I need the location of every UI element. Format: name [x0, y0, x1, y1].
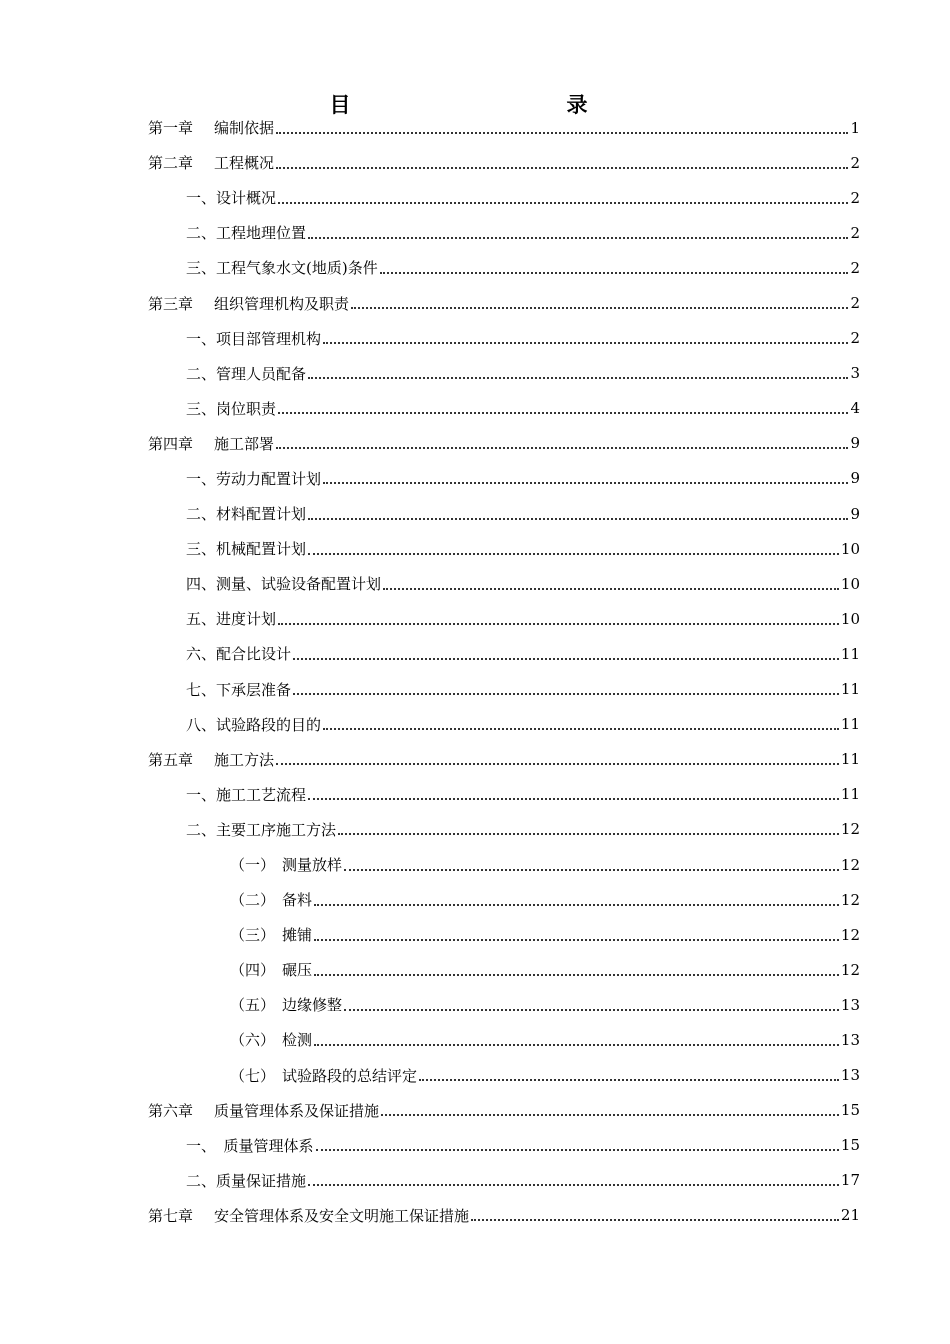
toc-entry-title: 备料: [282, 891, 313, 910]
toc-entry[interactable]: [148, 917, 860, 952]
toc-entry[interactable]: [148, 1163, 860, 1198]
dot-leader: [381, 1114, 839, 1116]
toc-entry[interactable]: [148, 215, 860, 250]
toc-entry-title: 边缘修整: [282, 996, 343, 1015]
toc-entry-title: 施工部署: [214, 434, 275, 453]
toc-entry-title: 测量放样: [282, 856, 343, 875]
toc-entry-title: 组织管理机构及职责: [214, 294, 350, 313]
toc-entry-title: 一、项目部管理机构: [186, 329, 322, 348]
dot-leader: [278, 412, 848, 414]
toc-entry-number: 第六章: [148, 1101, 194, 1120]
toc-entry-number: （五）: [230, 996, 276, 1015]
dot-leader: [308, 237, 848, 239]
toc-entry-title: 二、管理人员配备: [186, 364, 307, 383]
dot-leader: [323, 728, 839, 730]
toc-entry-page-number: 12: [840, 960, 860, 979]
toc-entry-page-number: 11: [840, 750, 860, 769]
toc-entry[interactable]: [148, 1093, 860, 1128]
toc-entry-title: 四、测量、试验设备配置计划: [186, 575, 382, 594]
dot-leader: [344, 869, 839, 871]
toc-entry[interactable]: [148, 952, 860, 987]
table-of-contents: [148, 110, 860, 1233]
toc-entry-page-number: 12: [840, 925, 860, 944]
toc-entry-page-number: 4: [850, 399, 860, 418]
toc-entry-page-number: 2: [850, 223, 860, 242]
dot-leader: [278, 623, 839, 625]
toc-entry-page-number: 12: [840, 855, 860, 874]
toc-entry[interactable]: [148, 321, 860, 356]
toc-entry[interactable]: [148, 742, 860, 777]
toc-entry-number: （六）: [230, 1031, 276, 1050]
toc-entry[interactable]: [148, 882, 860, 917]
toc-entry[interactable]: [148, 847, 860, 882]
toc-entry-page-number: 3: [850, 364, 860, 383]
toc-entry-number: 第七章: [148, 1206, 194, 1225]
toc-entry[interactable]: [148, 1128, 860, 1163]
toc-entry[interactable]: [148, 566, 860, 601]
dot-leader: [308, 1184, 839, 1186]
dot-leader: [314, 939, 839, 941]
dot-leader: [276, 167, 848, 169]
dot-leader: [314, 974, 839, 976]
dot-leader: [316, 1149, 839, 1151]
dot-leader: [293, 693, 839, 695]
toc-entry-page-number: 2: [850, 258, 860, 277]
toc-entry-page-number: 9: [850, 504, 860, 523]
toc-entry-page-number: 1: [850, 118, 860, 137]
toc-entry-page-number: 11: [840, 644, 860, 663]
dot-leader: [338, 833, 839, 835]
toc-entry-number: （二）: [230, 891, 276, 910]
toc-entry-page-number: 15: [840, 1136, 860, 1155]
toc-entry-title: 一、设计概况: [186, 189, 277, 208]
toc-entry-number: 第四章: [148, 434, 194, 453]
toc-entry-title: 三、岗位职责: [186, 399, 277, 418]
toc-entry-title: 七、下承层准备: [186, 680, 292, 699]
dot-leader: [314, 1044, 839, 1046]
toc-entry-number: 第一章: [148, 119, 194, 138]
toc-entry[interactable]: [148, 812, 860, 847]
toc-entry-page-number: 13: [840, 995, 860, 1014]
toc-entry-number: 第五章: [148, 750, 194, 769]
toc-entry[interactable]: [148, 987, 860, 1022]
toc-entry-title: 二、主要工序施工方法: [186, 820, 337, 839]
toc-entry-title: 二、材料配置计划: [186, 505, 307, 524]
dot-leader: [471, 1219, 839, 1221]
toc-entry[interactable]: [148, 777, 860, 812]
dot-leader: [344, 1009, 839, 1011]
dot-leader: [323, 482, 848, 484]
toc-entry-title: 质量管理体系及保证措施: [214, 1101, 380, 1120]
toc-entry[interactable]: [148, 601, 860, 636]
toc-entry-title: 八、试验路段的目的: [186, 715, 322, 734]
toc-entry-title: 施工方法: [214, 750, 275, 769]
toc-entry-title: 六、配合比设计: [186, 645, 292, 664]
toc-entry-page-number: 9: [850, 469, 860, 488]
toc-entry-number: （一）: [230, 856, 276, 875]
dot-leader: [276, 447, 848, 449]
toc-entry[interactable]: [148, 110, 860, 145]
toc-entry[interactable]: [148, 496, 860, 531]
toc-entry[interactable]: [148, 180, 860, 215]
toc-entry-number: 第二章: [148, 154, 194, 173]
toc-entry-page-number: 13: [840, 1066, 860, 1085]
toc-entry-page-number: 11: [840, 715, 860, 734]
toc-entry-page-number: 2: [850, 188, 860, 207]
toc-entry-title: 一、施工工艺流程: [186, 785, 307, 804]
dot-leader: [276, 763, 839, 765]
toc-entry-title: 三、工程气象水文(地质)条件: [186, 259, 378, 278]
toc-entry-page-number: 11: [840, 680, 860, 699]
toc-entry-number: 第三章: [148, 294, 194, 313]
dot-leader: [293, 658, 839, 660]
toc-entry[interactable]: [148, 531, 860, 566]
dot-leader: [314, 904, 839, 906]
toc-entry-title: 摊铺: [282, 926, 313, 945]
dot-leader: [308, 377, 848, 379]
toc-entry-title: 一、劳动力配置计划: [186, 469, 322, 488]
dot-leader: [383, 588, 839, 590]
toc-entry-page-number: 21: [840, 1206, 860, 1225]
toc-entry-page-number: 15: [840, 1101, 860, 1120]
toc-entry-page-number: 17: [840, 1171, 860, 1190]
toc-entry-title: 工程概况: [214, 154, 275, 173]
toc-entry-title: 二、质量保证措施: [186, 1171, 307, 1190]
toc-entry[interactable]: [148, 1058, 860, 1093]
toc-entry[interactable]: [148, 1198, 860, 1233]
toc-entry[interactable]: [148, 707, 860, 742]
toc-entry-title: 二、工程地理位置: [186, 224, 307, 243]
toc-entry-page-number: 11: [840, 785, 860, 804]
toc-entry-title: 检测: [282, 1031, 313, 1050]
toc-entry[interactable]: [148, 426, 860, 461]
toc-entry-title: 安全管理体系及安全文明施工保证措施: [214, 1206, 470, 1225]
toc-entry-page-number: 12: [840, 820, 860, 839]
dot-leader: [419, 1079, 839, 1081]
toc-entry-title: 碾压: [282, 961, 313, 980]
toc-entry-number: （七）: [230, 1066, 276, 1085]
dot-leader: [308, 798, 839, 800]
toc-entry-page-number: 13: [840, 1030, 860, 1049]
toc-entry[interactable]: [148, 145, 860, 180]
toc-entry-page-number: 2: [850, 153, 860, 172]
toc-entry-page-number: 2: [850, 329, 860, 348]
toc-entry[interactable]: [148, 672, 860, 707]
dot-leader: [308, 518, 848, 520]
toc-entry[interactable]: [148, 1022, 860, 1057]
toc-entry[interactable]: [148, 250, 860, 285]
toc-entry-page-number: 9: [850, 434, 860, 453]
toc-title: 目 录: [329, 92, 646, 117]
dot-leader: [380, 272, 848, 274]
toc-entry[interactable]: [148, 356, 860, 391]
dot-leader: [308, 553, 839, 555]
toc-entry-title: 编制依据: [214, 119, 275, 138]
toc-entry[interactable]: [148, 285, 860, 320]
toc-entry-number: （四）: [230, 961, 276, 980]
toc-entry-page-number: 10: [840, 609, 860, 628]
toc-entry[interactable]: [148, 391, 860, 426]
dot-leader: [323, 342, 848, 344]
toc-entry-title: 试验路段的总结评定: [282, 1066, 418, 1085]
dot-leader: [276, 132, 848, 134]
toc-entry[interactable]: [148, 636, 860, 671]
toc-entry-page-number: 10: [840, 574, 860, 593]
toc-entry-title: 五、进度计划: [186, 610, 277, 629]
dot-leader: [278, 202, 848, 204]
toc-entry-page-number: 2: [850, 294, 860, 313]
toc-entry-title: 一、 质量管理体系: [186, 1136, 314, 1155]
toc-entry[interactable]: [148, 461, 860, 496]
toc-entry-title: 三、机械配置计划: [186, 540, 307, 559]
toc-entry-page-number: 12: [840, 890, 860, 909]
dot-leader: [351, 307, 848, 309]
toc-entry-page-number: 10: [840, 539, 860, 558]
toc-entry-number: （三）: [230, 926, 276, 945]
